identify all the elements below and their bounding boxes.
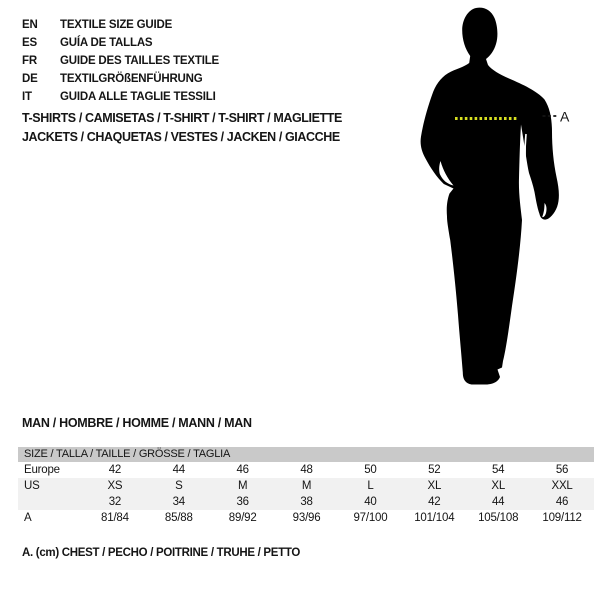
- size-value-cell: 56: [555, 464, 569, 476]
- size-table-row: [18, 478, 594, 494]
- size-value-cell: 101/104: [414, 512, 455, 524]
- language-label: GUIDA ALLE TAGLIE TESSILI: [60, 91, 216, 103]
- size-value-cell: 34: [172, 496, 186, 508]
- size-value-cell: 97/100: [353, 512, 388, 524]
- measurement-footnote: A. (cm) CHEST / PECHO / POITRINE / TRUHE / PETTO: [22, 547, 301, 559]
- size-value-cell: 109/112: [542, 512, 582, 524]
- size-value-cell: XL: [491, 480, 506, 492]
- size-value-cell: 42: [428, 496, 441, 508]
- size-value-cell: 54: [491, 464, 505, 476]
- size-value-cell: XL: [427, 480, 442, 492]
- size-table-row: [18, 494, 594, 510]
- size-value-cell: 85/88: [164, 512, 193, 524]
- size-value-cell: 46: [555, 496, 569, 508]
- category-line: JACKETS / CHAQUETAS / VESTES / JACKEN / GIACCHE: [22, 130, 340, 144]
- category-line: T-SHIRTS / CAMISETAS / T-SHIRT / T-SHIRT / MAGLIETTE: [22, 111, 342, 125]
- size-value-cell: XXL: [551, 480, 573, 492]
- size-table-row: [18, 510, 594, 526]
- size-value-cell: 38: [300, 496, 313, 508]
- size-value-cell: XS: [107, 480, 123, 492]
- size-value-cell: 48: [300, 464, 313, 476]
- size-table-header: SIZE / TALLA / TAILLE / GRÖSSE / TAGLIA: [18, 447, 594, 462]
- row-label: A: [24, 512, 32, 524]
- language-label: GUIDE DES TAILLES TEXTILE: [60, 55, 219, 67]
- measurement-label-a: A: [560, 108, 570, 125]
- size-value-cell: M: [237, 480, 248, 492]
- size-value-cell: 52: [428, 464, 441, 476]
- size-value-cell: 44: [491, 496, 505, 508]
- size-value-cell: 81/84: [101, 512, 129, 524]
- row-label: US: [24, 480, 40, 492]
- gender-section-label: MAN / HOMBRE / HOMME / MANN / MAN: [22, 416, 252, 430]
- size-value-cell: S: [175, 480, 183, 492]
- size-table-body: [18, 462, 594, 526]
- size-value-cell: 40: [364, 496, 377, 508]
- size-table-row: [18, 462, 594, 478]
- size-value-cell: 44: [172, 464, 186, 476]
- size-value-cell: 50: [364, 464, 377, 476]
- size-value-cell: 36: [236, 496, 249, 508]
- size-value-cell: 42: [108, 464, 122, 476]
- language-code: IT: [22, 91, 32, 103]
- size-value-cell: L: [367, 480, 374, 492]
- size-value-cell: 105/108: [478, 512, 519, 524]
- size-value-cell: M: [301, 480, 312, 492]
- language-code: FR: [22, 55, 37, 67]
- size-value-cell: 46: [236, 464, 249, 476]
- language-label: TEXTILGRÖßENFÜHRUNG: [60, 73, 203, 85]
- size-table: [18, 447, 594, 526]
- language-code: ES: [22, 37, 37, 49]
- language-code: DE: [22, 73, 38, 85]
- language-label: GUÍA DE TALLAS: [60, 37, 153, 49]
- size-value-cell: 32: [108, 496, 122, 508]
- row-label: [18, 494, 83, 510]
- man-silhouette: [421, 8, 559, 385]
- language-label: TEXTILE SIZE GUIDE: [60, 19, 173, 31]
- language-code: EN: [22, 19, 38, 31]
- size-value-cell: 93/96: [292, 512, 321, 524]
- size-value-cell: 89/92: [228, 512, 257, 524]
- row-label: Europe: [24, 464, 60, 476]
